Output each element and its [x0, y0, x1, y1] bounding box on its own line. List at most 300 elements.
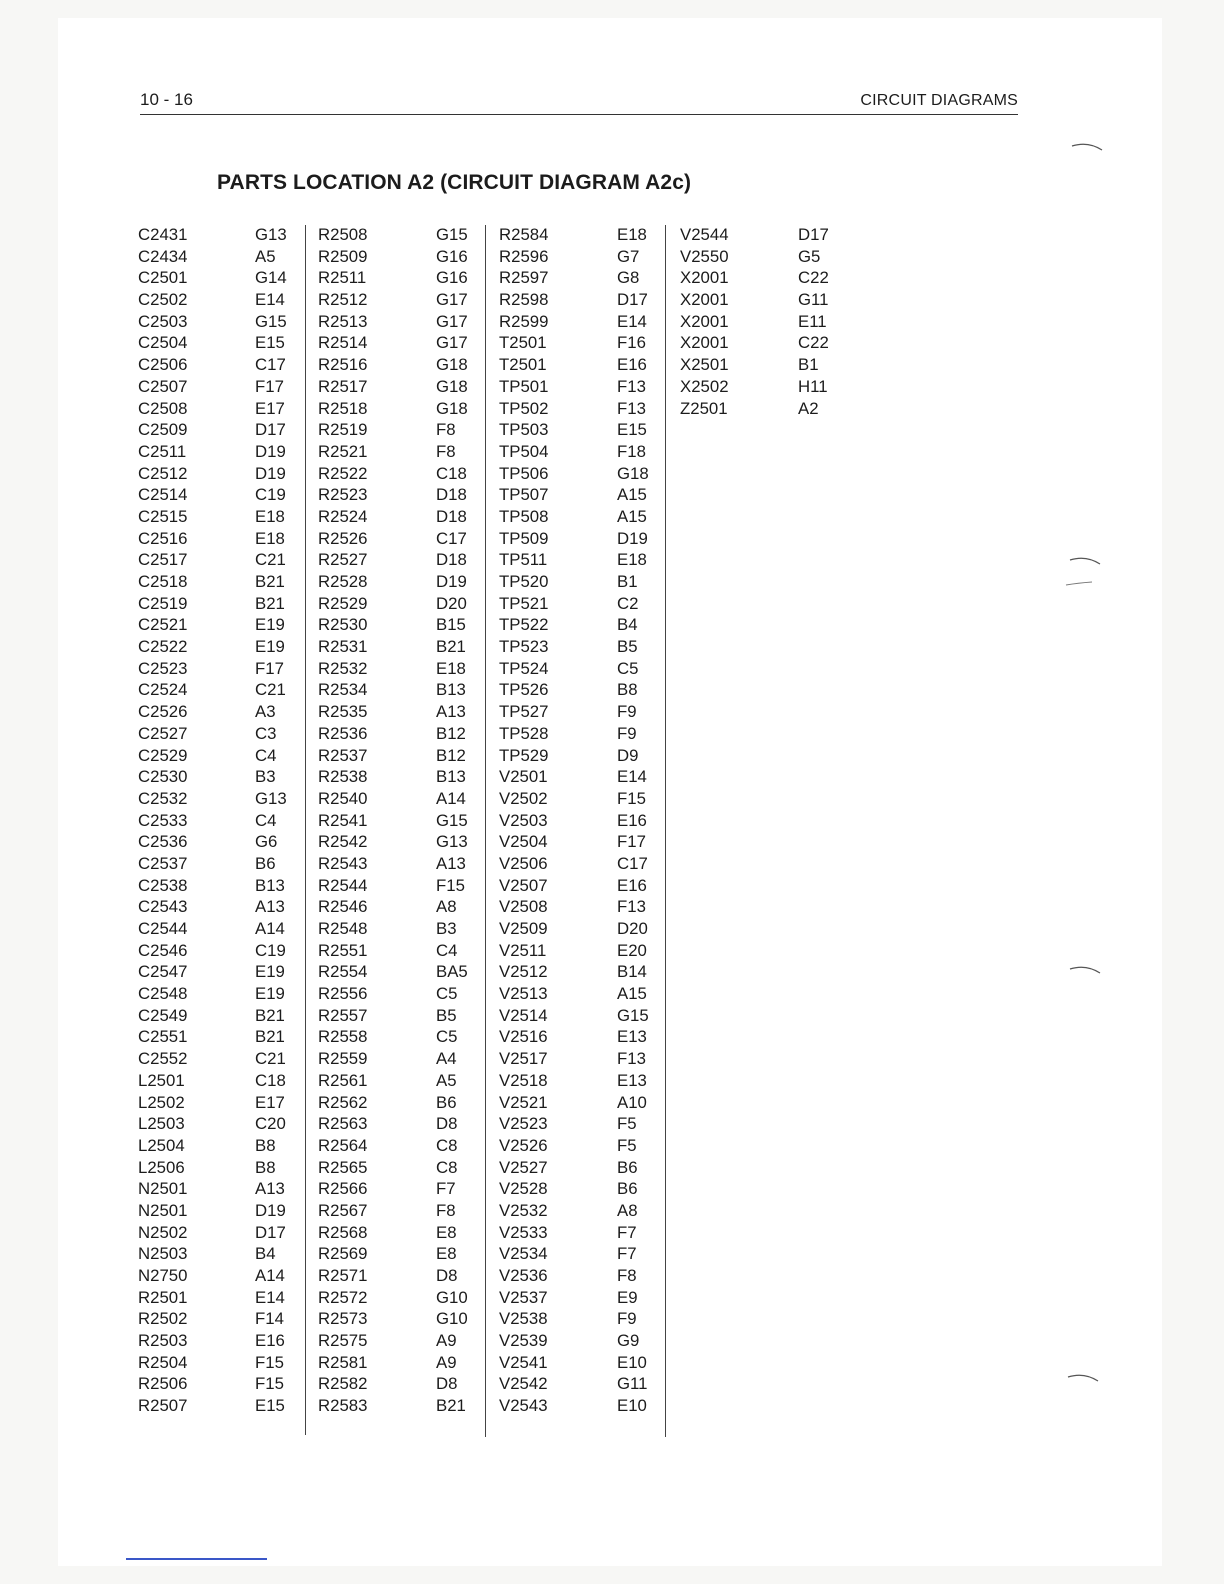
- part-reference: C2536: [138, 832, 188, 852]
- part-reference: R2567: [318, 1200, 368, 1220]
- part-location: C3: [255, 723, 277, 743]
- part-reference: R2532: [318, 658, 368, 678]
- part-location: B13: [436, 680, 466, 700]
- part-reference: X2502: [680, 376, 729, 396]
- part-location: D20: [436, 593, 467, 613]
- part-location: G15: [255, 311, 287, 331]
- part-location: B6: [436, 1092, 457, 1112]
- part-location: C17: [436, 528, 467, 548]
- part-reference: R2508: [318, 225, 368, 244]
- part-reference: C2526: [138, 702, 188, 722]
- part-location: G13: [255, 788, 287, 808]
- part-reference: TP502: [499, 398, 549, 418]
- part-reference: X2001: [680, 311, 729, 331]
- part-reference: R2536: [318, 723, 368, 743]
- part-reference: R2599: [499, 311, 549, 331]
- part-location: A9: [436, 1352, 457, 1372]
- part-reference: V2536: [499, 1266, 548, 1285]
- part-reference: TP521: [499, 593, 549, 613]
- part-reference: R2561: [318, 1070, 368, 1090]
- part-reference: C2527: [138, 723, 188, 743]
- part-location: F18: [617, 441, 646, 461]
- part-reference: C2519: [138, 593, 188, 613]
- part-reference: R2566: [318, 1179, 368, 1199]
- part-location: E17: [255, 398, 285, 418]
- part-reference: R2554: [318, 962, 368, 982]
- part-location: C2: [617, 593, 639, 613]
- part-location: G11: [798, 290, 829, 310]
- part-location: F7: [617, 1244, 637, 1264]
- part-location: E13: [617, 1027, 647, 1047]
- part-location: E20: [617, 940, 647, 960]
- part-reference: R2568: [318, 1222, 368, 1242]
- part-location: A5: [436, 1070, 457, 1090]
- part-location: A4: [436, 1049, 457, 1069]
- part-location: C4: [255, 745, 277, 765]
- part-location: F8: [436, 1200, 456, 1220]
- part-location: C19: [255, 940, 286, 960]
- part-location: C20: [255, 1114, 286, 1134]
- part-reference: R2526: [318, 528, 368, 548]
- part-reference: C2549: [138, 1005, 188, 1025]
- part-reference: TP524: [499, 658, 549, 678]
- part-location: C22: [798, 268, 829, 288]
- part-location: B4: [617, 615, 638, 635]
- part-reference: TP508: [499, 506, 549, 526]
- part-reference: C2517: [138, 550, 188, 570]
- part-reference: C2546: [138, 940, 188, 960]
- part-location: D19: [255, 1200, 286, 1220]
- part-location: F15: [617, 788, 646, 808]
- part-location: B6: [255, 853, 276, 873]
- part-location: G7: [617, 246, 640, 266]
- part-location: B1: [798, 355, 819, 375]
- part-location: F17: [617, 832, 646, 852]
- part-reference: R2551: [318, 940, 368, 960]
- part-reference: L2503: [138, 1114, 185, 1134]
- part-location: F8: [436, 441, 456, 461]
- part-reference: R2557: [318, 1005, 368, 1025]
- part-reference: TP527: [499, 702, 549, 722]
- part-reference: TP501: [499, 376, 549, 396]
- part-location: E10: [617, 1352, 647, 1372]
- part-location: F15: [255, 1374, 284, 1394]
- part-reference: R2559: [318, 1049, 368, 1069]
- part-reference: L2506: [138, 1157, 185, 1177]
- part-reference: Z2501: [680, 398, 728, 418]
- part-location: B15: [436, 615, 466, 635]
- part-location: F9: [617, 723, 637, 743]
- part-reference: V2508: [499, 897, 548, 917]
- part-reference: C2551: [138, 1027, 188, 1047]
- part-reference: T2501: [499, 333, 547, 353]
- part-reference: R2511: [318, 268, 367, 288]
- part-location: G16: [436, 268, 468, 288]
- part-location: G15: [436, 225, 468, 244]
- part-reference: C2509: [138, 420, 188, 440]
- part-reference: R2581: [318, 1352, 368, 1372]
- part-location: D17: [798, 225, 829, 244]
- part-location: G18: [436, 376, 468, 396]
- part-location: E14: [617, 311, 647, 331]
- part-location: C4: [255, 810, 277, 830]
- part-reference: L2501: [138, 1070, 185, 1090]
- part-location: F16: [617, 333, 646, 353]
- part-reference: C2524: [138, 680, 188, 700]
- part-location: A13: [255, 897, 285, 917]
- part-reference: R2518: [318, 398, 368, 418]
- part-location: F8: [436, 420, 456, 440]
- part-reference: V2514: [499, 1005, 548, 1025]
- binder-hole-mark: [1066, 1370, 1100, 1384]
- part-reference: R2542: [318, 832, 368, 852]
- part-reference: R2563: [318, 1114, 368, 1134]
- part-location: F15: [255, 1352, 284, 1372]
- part-reference: R2517: [318, 376, 368, 396]
- part-reference: R2528: [318, 572, 368, 591]
- part-reference: C2434: [138, 246, 188, 266]
- column-divider: [665, 225, 666, 1437]
- part-location: A13: [436, 853, 466, 873]
- part-reference: TP511: [499, 550, 548, 570]
- part-reference: V2528: [499, 1179, 548, 1199]
- part-location: G17: [436, 311, 468, 331]
- part-location: A13: [436, 702, 466, 722]
- part-reference: R2512: [318, 290, 368, 310]
- column-divider: [305, 225, 306, 1435]
- part-reference: C2548: [138, 984, 188, 1004]
- part-reference: C2516: [138, 528, 188, 548]
- part-location: D19: [255, 463, 286, 483]
- part-location: E19: [255, 962, 285, 982]
- part-location: A3: [255, 702, 276, 722]
- part-reference: X2001: [680, 333, 729, 353]
- part-reference: N2502: [138, 1222, 188, 1242]
- part-location: A9: [436, 1331, 457, 1351]
- part-reference: R2534: [318, 680, 368, 700]
- part-location: F5: [617, 1114, 637, 1134]
- part-reference: R2514: [318, 333, 368, 353]
- part-reference: V2517: [499, 1049, 548, 1069]
- part-location: F13: [617, 1049, 646, 1069]
- part-location: B12: [436, 723, 466, 743]
- part-reference: V2541: [499, 1352, 548, 1372]
- part-location: G9: [617, 1331, 640, 1351]
- part-reference: R2556: [318, 984, 368, 1004]
- part-location: B21: [255, 593, 285, 613]
- part-location: A15: [617, 984, 647, 1004]
- part-reference: R2509: [318, 246, 368, 266]
- part-location: F9: [617, 1309, 637, 1329]
- part-reference: R2507: [138, 1396, 188, 1416]
- part-location: E18: [255, 506, 285, 526]
- part-location: B8: [255, 1135, 276, 1155]
- part-reference: R2535: [318, 702, 368, 722]
- part-location: B12: [436, 745, 466, 765]
- part-reference: R2519: [318, 420, 368, 440]
- part-reference: V2526: [499, 1135, 548, 1155]
- part-location: C4: [436, 940, 458, 960]
- part-location: F8: [617, 1266, 637, 1285]
- part-location: G17: [436, 333, 468, 353]
- part-location: C21: [255, 550, 286, 570]
- part-location: C21: [255, 680, 286, 700]
- part-reference: R2575: [318, 1331, 368, 1351]
- part-location: D18: [436, 485, 467, 505]
- part-reference: R2572: [318, 1287, 368, 1307]
- part-reference: R2548: [318, 919, 368, 938]
- part-location: B21: [255, 1027, 285, 1047]
- part-location: D17: [617, 290, 648, 310]
- part-reference: X2001: [680, 290, 729, 310]
- part-reference: C2544: [138, 919, 188, 938]
- part-location: F17: [255, 658, 284, 678]
- part-reference: R2538: [318, 767, 368, 787]
- part-location: D19: [255, 441, 286, 461]
- part-location: A8: [436, 897, 457, 917]
- part-location: B21: [436, 1396, 466, 1416]
- part-location: B21: [436, 637, 466, 657]
- part-location: F17: [255, 376, 284, 396]
- part-reference: V2542: [499, 1374, 548, 1394]
- part-location: E15: [255, 1396, 285, 1416]
- part-reference: C2507: [138, 376, 188, 396]
- part-reference: C2530: [138, 767, 188, 787]
- part-reference: R2516: [318, 355, 368, 375]
- part-location: G13: [436, 832, 468, 852]
- part-reference: V2504: [499, 832, 548, 852]
- binder-hole-mark: [1068, 553, 1102, 567]
- part-location: E16: [617, 810, 647, 830]
- part-location: B14: [617, 962, 647, 982]
- part-location: C18: [436, 463, 467, 483]
- part-reference: TP509: [499, 528, 549, 548]
- part-reference: C2501: [138, 268, 188, 288]
- part-location: C18: [255, 1070, 286, 1090]
- part-location: B6: [617, 1179, 638, 1199]
- part-reference: TP507: [499, 485, 549, 505]
- part-reference: R2503: [138, 1331, 188, 1351]
- part-reference: V2509: [499, 919, 548, 938]
- part-reference: R2527: [318, 550, 368, 570]
- part-reference: V2501: [499, 767, 548, 787]
- part-location: E9: [617, 1287, 638, 1307]
- part-location: F13: [617, 897, 646, 917]
- part-reference: R2573: [318, 1309, 368, 1329]
- part-location: D18: [436, 506, 467, 526]
- part-reference: R2523: [318, 485, 368, 505]
- part-location: B5: [617, 637, 638, 657]
- part-location: G11: [617, 1374, 648, 1394]
- part-reference: R2582: [318, 1374, 368, 1394]
- part-location: A14: [255, 919, 285, 938]
- part-location: D18: [436, 550, 467, 570]
- part-reference: TP520: [499, 572, 549, 591]
- part-reference: R2501: [138, 1287, 188, 1307]
- part-reference: R2564: [318, 1135, 368, 1155]
- part-reference: TP503: [499, 420, 549, 440]
- part-location: A2: [798, 398, 819, 418]
- part-reference: T2501: [499, 355, 547, 375]
- part-location: G17: [436, 290, 468, 310]
- page-sheet: [58, 18, 1162, 1566]
- part-location: E14: [617, 767, 647, 787]
- part-reference: R2596: [499, 246, 549, 266]
- part-reference: TP523: [499, 637, 549, 657]
- part-location: B21: [255, 1005, 285, 1025]
- part-location: A10: [617, 1092, 647, 1112]
- part-location: E10: [617, 1396, 647, 1416]
- part-location: E14: [255, 290, 285, 310]
- part-reference: R2565: [318, 1157, 368, 1177]
- part-location: E19: [255, 615, 285, 635]
- part-location: B21: [255, 572, 285, 591]
- part-location: F14: [255, 1309, 284, 1329]
- page-number: 10 - 16: [140, 90, 193, 109]
- part-location: G18: [436, 398, 468, 418]
- part-reference: V2533: [499, 1222, 548, 1242]
- part-reference: V2538: [499, 1309, 548, 1329]
- part-location: B3: [436, 919, 457, 938]
- part-location: E16: [617, 875, 647, 895]
- part-location: E18: [255, 528, 285, 548]
- part-location: C19: [255, 485, 286, 505]
- part-reference: V2537: [499, 1287, 548, 1307]
- part-reference: R2522: [318, 463, 368, 483]
- part-reference: V2503: [499, 810, 548, 830]
- part-reference: TP528: [499, 723, 549, 743]
- part-reference: V2539: [499, 1331, 548, 1351]
- part-reference: C2508: [138, 398, 188, 418]
- part-location: BA5: [436, 962, 468, 982]
- part-reference: TP529: [499, 745, 549, 765]
- part-reference: C2431: [138, 225, 188, 244]
- part-reference: C2543: [138, 897, 188, 917]
- part-location: D8: [436, 1114, 458, 1134]
- part-reference: V2512: [499, 962, 548, 982]
- part-location: D19: [617, 528, 648, 548]
- part-location: A5: [255, 246, 276, 266]
- part-reference: V2550: [680, 246, 729, 266]
- part-location: F15: [436, 875, 465, 895]
- part-location: E14: [255, 1287, 285, 1307]
- part-location: F7: [436, 1179, 456, 1199]
- part-location: G14: [255, 268, 287, 288]
- part-reference: R2529: [318, 593, 368, 613]
- part-reference: C2506: [138, 355, 188, 375]
- part-location: D19: [436, 572, 467, 591]
- part-reference: V2506: [499, 853, 548, 873]
- part-location: A14: [436, 788, 466, 808]
- part-reference: C2532: [138, 788, 188, 808]
- part-location: A8: [617, 1200, 638, 1220]
- part-reference: V2523: [499, 1114, 548, 1134]
- part-reference: V2511: [499, 940, 547, 960]
- part-location: E18: [617, 550, 647, 570]
- part-reference: R2543: [318, 853, 368, 873]
- part-location: E18: [436, 658, 466, 678]
- part-reference: X2501: [680, 355, 729, 375]
- part-location: C17: [255, 355, 286, 375]
- part-location: E15: [617, 420, 647, 440]
- part-location: B13: [436, 767, 466, 787]
- part-location: G6: [255, 832, 278, 852]
- part-reference: R2530: [318, 615, 368, 635]
- part-location: F5: [617, 1135, 637, 1155]
- part-location: F9: [617, 702, 637, 722]
- part-reference: L2502: [138, 1092, 185, 1112]
- section-title: CIRCUIT DIAGRAMS: [860, 92, 1018, 109]
- part-location: A15: [617, 506, 647, 526]
- part-reference: C2511: [138, 441, 187, 461]
- part-reference: C2552: [138, 1049, 188, 1069]
- part-reference: R2502: [138, 1309, 188, 1329]
- part-location: D20: [617, 919, 648, 938]
- page-header: [140, 88, 1018, 115]
- part-reference: R2569: [318, 1244, 368, 1264]
- part-location: E19: [255, 984, 285, 1004]
- part-reference: C2521: [138, 615, 188, 635]
- part-reference: C2533: [138, 810, 188, 830]
- part-location: A15: [617, 485, 647, 505]
- part-reference: R2562: [318, 1092, 368, 1112]
- column-divider: [485, 225, 486, 1437]
- part-reference: R2544: [318, 875, 368, 895]
- part-location: G15: [436, 810, 468, 830]
- part-location: G13: [255, 225, 287, 244]
- part-reference: C2523: [138, 658, 188, 678]
- part-location: B8: [255, 1157, 276, 1177]
- part-reference: V2516: [499, 1027, 548, 1047]
- part-reference: R2558: [318, 1027, 368, 1047]
- part-location: E15: [255, 333, 285, 353]
- part-location: F7: [617, 1222, 637, 1242]
- part-location: D17: [255, 420, 286, 440]
- part-reference: V2527: [499, 1157, 548, 1177]
- part-reference: R2506: [138, 1374, 188, 1394]
- part-location: B6: [617, 1157, 638, 1177]
- part-reference: C2503: [138, 311, 188, 331]
- part-location: C5: [436, 1027, 458, 1047]
- part-location: F13: [617, 376, 646, 396]
- part-location: E16: [617, 355, 647, 375]
- part-location: E16: [255, 1331, 285, 1351]
- part-reference: N2750: [138, 1266, 188, 1285]
- part-reference: R2537: [318, 745, 368, 765]
- part-reference: V2521: [499, 1092, 548, 1112]
- part-location: G10: [436, 1309, 468, 1329]
- part-reference: R2571: [318, 1266, 368, 1285]
- part-reference: R2513: [318, 311, 368, 331]
- binder-hole-mark: [1068, 962, 1102, 976]
- part-reference: C2514: [138, 485, 188, 505]
- part-reference: TP504: [499, 441, 549, 461]
- part-location: C21: [255, 1049, 286, 1069]
- part-reference: V2513: [499, 984, 548, 1004]
- part-reference: V2543: [499, 1396, 548, 1416]
- part-location: C5: [436, 984, 458, 1004]
- part-location: D8: [436, 1374, 458, 1394]
- binder-hole-mark: [1070, 139, 1104, 153]
- part-reference: R2584: [499, 225, 549, 244]
- part-reference: V2518: [499, 1070, 548, 1090]
- part-reference: R2583: [318, 1396, 368, 1416]
- part-reference: R2531: [318, 637, 368, 657]
- part-reference: V2544: [680, 225, 729, 244]
- part-reference: R2597: [499, 268, 549, 288]
- part-reference: C2537: [138, 853, 188, 873]
- part-location: B8: [617, 680, 638, 700]
